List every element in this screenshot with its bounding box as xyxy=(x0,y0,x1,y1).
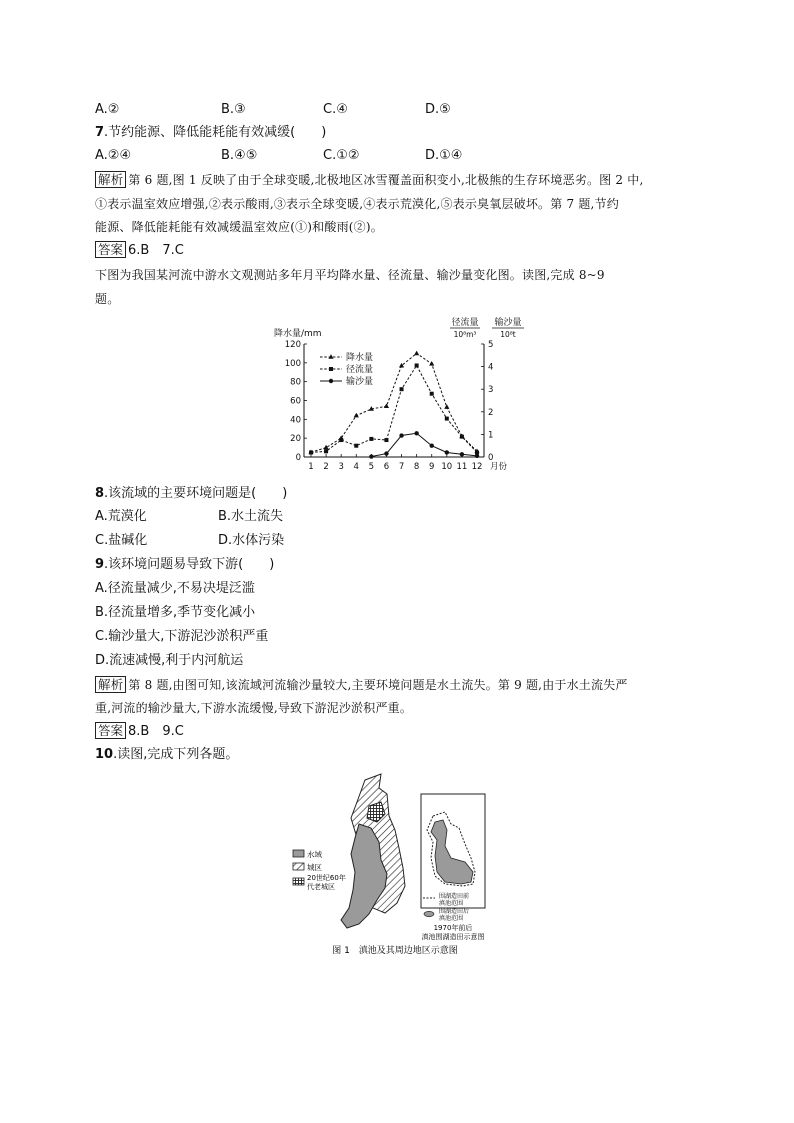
q8-option-a: A.荒漠化 xyxy=(95,509,147,524)
x-tick-label: 4 xyxy=(353,462,359,472)
data-point-square xyxy=(460,435,464,439)
q8-option-d: D.水体污染 xyxy=(218,533,285,548)
explanation-text: 第 6 题,图 1 反映了由于全球变暖,北极地区冰雪覆盖面积变小,北极熊的生存环境恶劣。图 2 中, xyxy=(128,173,644,187)
answer-tag: 答案 xyxy=(95,241,126,258)
data-point-circle xyxy=(475,454,479,458)
answer-line xyxy=(95,722,184,741)
intro-line: 下图为我国某河流中游水文观测站多年月平均降水量、径流量、输沙量变化图。读图,完成 8~9 xyxy=(95,268,605,282)
data-point-square xyxy=(339,438,343,442)
answer-text: 6.B 7.C xyxy=(128,243,184,258)
data-point-circle xyxy=(445,450,449,454)
legend-label: 降水量 xyxy=(346,353,374,363)
y-tick-label-right: 2 xyxy=(488,407,494,418)
q9-stem: .该环境问题易导致下游( ) xyxy=(104,557,275,572)
q9-option-d: D.流速减慢,利于内河航运 xyxy=(95,653,244,668)
data-point-circle xyxy=(430,444,434,448)
dianchi-map xyxy=(285,768,505,958)
explanation-tag: 解析 xyxy=(95,171,126,188)
inset-caption-1: 1970年前后 xyxy=(433,924,473,932)
inset-legend-before-2: 滇池范围 xyxy=(439,900,464,907)
y-tick-label-left: 100 xyxy=(284,358,301,369)
x-tick-label: 11 xyxy=(456,462,468,472)
data-point-circle xyxy=(399,433,403,437)
data-point-circle xyxy=(460,452,464,456)
explanation-line: ①表示温室效应增强,②表示酸雨,③表示全球变暖,④表示荒漠化,⑤表示臭氧层破坏。第 7 题,节约 xyxy=(95,197,619,211)
explanation-line: 重,河流的输沙量大,下游水流缓慢,导致下游泥沙淤积严重。 xyxy=(95,701,413,715)
inset-frame xyxy=(421,794,485,908)
y-tick-label-left: 0 xyxy=(295,453,301,463)
inset-caption-2: 滇池围湖造田示意图 xyxy=(421,933,485,941)
data-point-circle xyxy=(384,451,388,455)
q8-option-c: C.盐碱化 xyxy=(95,533,148,548)
y-tick-label-right: 4 xyxy=(488,362,494,373)
legend-water-swatch xyxy=(293,850,304,857)
answer-line xyxy=(95,241,184,260)
data-point-triangle xyxy=(323,445,328,450)
q7-stem: .节约能源、降低能耗能有效减缓( ) xyxy=(104,125,327,140)
q6-option-d: D.⑤ xyxy=(425,102,451,117)
x-tick-label: 7 xyxy=(398,462,405,472)
data-point-square xyxy=(309,450,313,454)
q9-option-b: B.径流量增多,季节变化减小 xyxy=(95,605,256,620)
y-tick-label-right: 0 xyxy=(488,453,494,463)
legend-city-swatch xyxy=(293,863,304,870)
q9-option-a: A.径流量减少,不易决堤泛滥 xyxy=(95,581,255,596)
inset-legend-before-1: 围湖造田前 xyxy=(439,893,470,900)
y-axis-unit-right-sediment: 10⁸t xyxy=(500,330,516,339)
explanation-text: 第 8 题,由图可知,该流域河流输沙量较大,主要环境问题是水土流失。第 9 题,由于水土流失严 xyxy=(128,678,628,692)
data-point-square xyxy=(415,363,419,367)
data-point-square xyxy=(369,437,373,441)
series-line-square xyxy=(311,366,477,453)
x-tick-label: 3 xyxy=(338,462,344,472)
q9-number: 9 xyxy=(95,557,105,572)
answer-tag: 答案 xyxy=(95,722,126,739)
data-point-square xyxy=(400,387,404,391)
y-tick-label-right: 1 xyxy=(488,430,494,441)
explanation-line xyxy=(95,674,628,696)
legend-city-label: 城区 xyxy=(307,863,322,872)
q7-question xyxy=(95,124,326,142)
y-axis-title-right-sediment: 输沙量 xyxy=(494,318,522,328)
legend-marker xyxy=(329,379,333,383)
x-tick-label: 2 xyxy=(323,462,329,472)
explanation-tag: 解析 xyxy=(95,676,126,693)
y-tick-label-left: 40 xyxy=(290,415,301,426)
data-point-triangle xyxy=(429,361,434,366)
data-point-circle xyxy=(369,454,373,458)
y-tick-label-right: 3 xyxy=(488,385,494,396)
data-point-triangle xyxy=(444,404,449,409)
y-tick-label-right: 5 xyxy=(488,340,494,350)
q6-option-b: B.③ xyxy=(221,102,246,117)
q7-option-a: A.②④ xyxy=(95,148,132,163)
inset-legend-ellipse xyxy=(424,911,434,916)
y-axis-title-left: 降水量/mm xyxy=(274,329,322,339)
legend-label: 输沙量 xyxy=(346,377,374,387)
figure-caption: 图 1 滇池及其周边地区示意图 xyxy=(332,946,458,956)
legend-old-city-label-2: 代老城区 xyxy=(307,883,335,891)
inset-legend-after-2: 滇池范围 xyxy=(439,915,464,922)
y-tick-label-left: 20 xyxy=(290,434,301,445)
q9-option-c: C.输沙量大,下游泥沙淤积严重 xyxy=(95,629,269,644)
q7-option-d: D.①④ xyxy=(425,148,463,163)
data-point-square xyxy=(445,417,449,421)
legend-marker xyxy=(329,367,333,371)
q8-number: 8 xyxy=(95,486,105,501)
q10-question xyxy=(95,746,238,764)
explanation-line: 能源、降低能耗能有效减缓温室效应(①)和酸雨(②)。 xyxy=(95,220,383,234)
x-tick-label: 10 xyxy=(441,462,453,472)
x-tick-label: 6 xyxy=(383,462,390,472)
y-axis-title-right-runoff: 径流量 xyxy=(451,318,479,328)
q8-question xyxy=(95,485,287,503)
q7-number: 7 xyxy=(95,125,105,140)
explanation-line xyxy=(95,169,643,191)
q8-option-b: B.水土流失 xyxy=(218,509,284,524)
intro-line: 题。 xyxy=(95,292,120,306)
data-point-square xyxy=(384,438,388,442)
q7-option-b: B.④⑤ xyxy=(221,148,258,163)
legend-label: 径流量 xyxy=(346,365,374,375)
q10-number: 10 xyxy=(95,747,114,762)
legend-water-label: 水域 xyxy=(307,850,322,859)
data-point-square xyxy=(430,392,434,396)
x-tick-label: 1 xyxy=(308,462,314,472)
hydrology-chart xyxy=(268,314,530,474)
answer-text: 8.B 9.C xyxy=(128,724,184,739)
data-point-triangle xyxy=(384,403,389,408)
x-tick-label: 5 xyxy=(368,462,375,472)
legend-old-city-label-1: 20世纪60年 xyxy=(307,874,346,882)
legend-old-city-swatch xyxy=(293,878,304,885)
q6-option-a: A.② xyxy=(95,102,120,117)
y-tick-label-left: 120 xyxy=(284,340,301,350)
x-tick-label: 8 xyxy=(413,462,420,472)
data-point-triangle xyxy=(414,351,419,356)
y-tick-label-left: 80 xyxy=(290,377,301,388)
q8-stem: .该流域的主要环境问题是( ) xyxy=(104,486,288,501)
q7-option-c: C.①② xyxy=(323,148,360,163)
y-axis-unit-right-runoff: 10⁸m³ xyxy=(453,330,477,339)
x-axis-title: 月份 xyxy=(490,462,508,472)
x-tick-label: 12 xyxy=(471,462,483,472)
series-line-triangle xyxy=(311,353,477,452)
q6-option-c: C.④ xyxy=(323,102,348,117)
data-point-circle xyxy=(414,431,418,435)
x-tick-label: 9 xyxy=(429,462,435,472)
y-tick-label-left: 60 xyxy=(290,396,301,407)
data-point-square xyxy=(354,444,358,448)
q10-stem: .读图,完成下列各题。 xyxy=(113,747,239,762)
data-point-square xyxy=(324,449,328,453)
inset-legend-after-1: 围湖造田后 xyxy=(439,908,470,915)
q9-question xyxy=(95,556,274,574)
